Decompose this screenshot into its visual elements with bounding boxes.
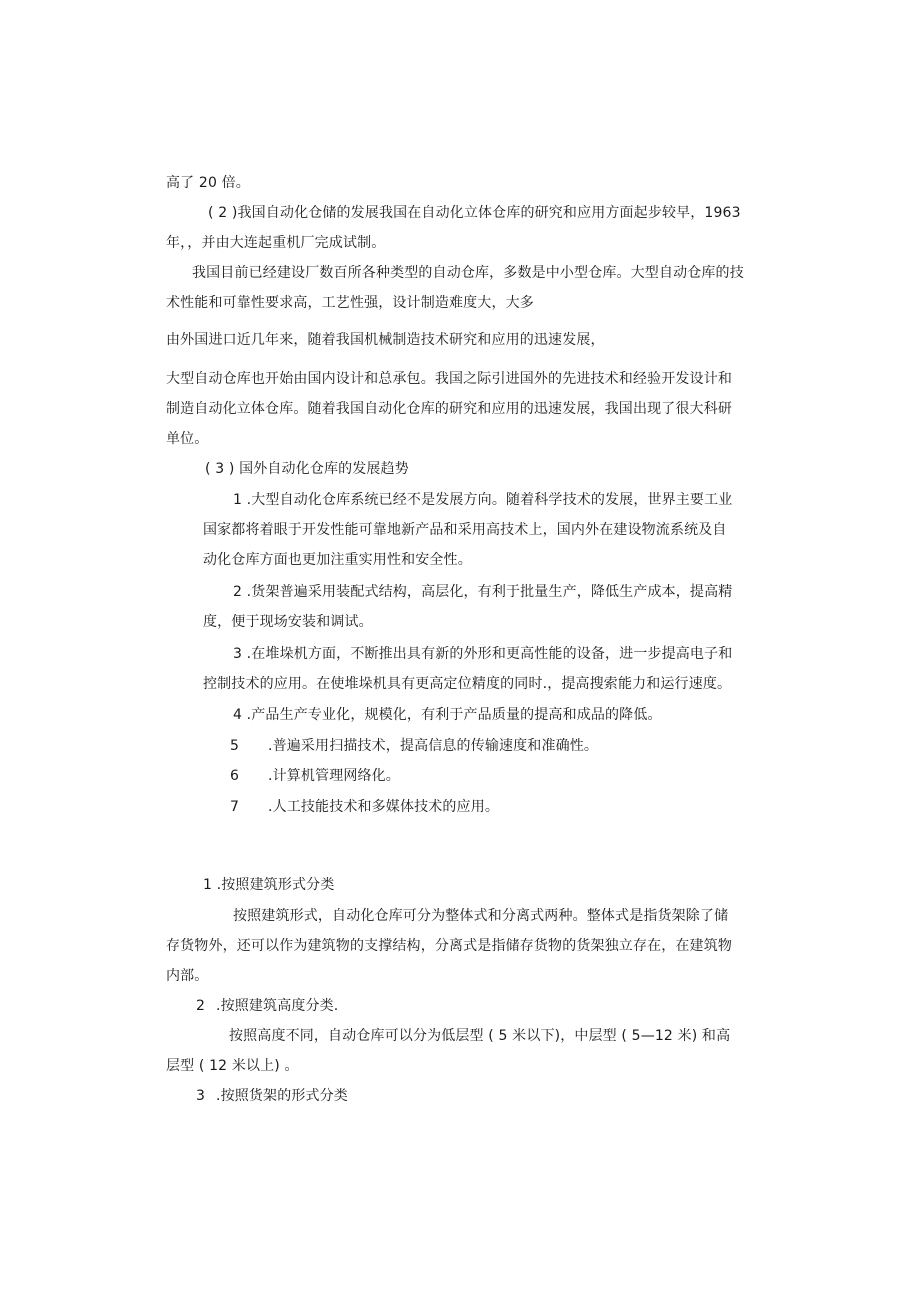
trend-item-6 [230,766,400,786]
list-number: 5 [230,738,240,754]
paragraph-line: 由外国进口近几年来，随着我国机械制造技术研究和应用的迅速发展， [166,332,605,348]
classification-title: .按照货架的形式分类 [216,1088,348,1104]
list-number: 4 [233,707,243,723]
list-number: 1 [203,877,213,893]
trend-item-2 [233,582,732,602]
trend-item-1-line: 国家都将着眼于开发性能可靠地新产品和采用高技术上，国内外在建设物流系统及自 [203,522,727,538]
trend-item-3 [233,644,732,664]
classification-title: .按照建筑高度分类. [216,998,339,1014]
paragraph-line: 术性能和可靠性要求高，工艺性强，设计制造难度大，大多 [166,295,534,311]
trend-item-2-line: 度，便于现场安装和调试。 [203,614,373,630]
classification-heading-3 [196,1086,348,1106]
list-number: 2 [233,584,243,600]
trend-item-1-line: 动化仓库方面也更加注重实用性和安全性。 [203,552,472,568]
list-number: 2 [196,998,206,1014]
trend-item-5 [230,736,598,756]
paragraph-line: 高了 20 倍。 [166,175,250,191]
list-number: 7 [230,799,240,815]
section-3-heading: ( 3 ) 国外自动化仓库的发展趋势 [205,461,409,477]
list-text: .在堆垛机方面，不断推出具有新的外形和更高性能的设备，进一步提高电子和 [246,646,733,662]
trend-item-3-line: 控制技术的应用。在使堆垛机具有更高定位精度的同时.，提高搜索能力和运行速度。 [203,676,732,692]
section-2-line: ( 2 )我国自动化仓储的发展我国在自动化立体仓库的研究和应用方面起步较早，1963 [208,205,741,221]
paragraph-line: 大型自动仓库也开始由国内设计和总承包。我国之际引进国外的先进技术和经验开发设计和 [166,371,732,387]
list-number: 3 [196,1088,206,1104]
list-text: .人工技能技术和多媒体技术的应用。 [268,799,499,815]
paragraph-line: 单位。 [166,431,209,447]
trend-item-1 [233,490,732,510]
list-text: .普遍采用扫描技术，提高信息的传输速度和准确性。 [268,738,599,754]
list-text: .大型自动化仓库系统已经不是发展方向。随着科学技术的发展，世界主要工业 [246,492,733,508]
paragraph-line: 按照建筑形式，自动化仓库可分为整体式和分离式两种。整体式是指货架除了储 [233,908,729,924]
trend-item-4 [233,705,662,725]
paragraph-line: 我国目前已经建设厂数百所各种类型的自动仓库，多数是中小型仓库。大型自动仓库的技 [192,265,744,281]
paragraph-line: 存货物外，还可以作为建筑物的支撑结构，分离式是指储存货物的货架独立存在，在建筑物 [166,938,732,954]
paragraph-line: 制造自动化立体仓库。随着我国自动化仓库的研究和应用的迅速发展，我国出现了很大科研 [166,401,732,417]
paragraph-line: 按照高度不同，自动仓库可以分为低层型 ( 5 米以下)，中层型 ( 5—12 米) 和高 [229,1028,731,1044]
list-number: 3 [233,646,243,662]
list-number: 1 [233,492,243,508]
list-text: .产品生产专业化，规模化，有利于产品质量的提高和成品的降低。 [246,707,662,723]
paragraph-line: 层型 ( 12 米以上) 。 [166,1058,299,1074]
list-text: .货架普遍采用装配式结构，高层化，有利于批量生产，降低生产成本，提高精 [246,584,733,600]
paragraph-line: 内部。 [166,968,209,984]
classification-heading-2 [196,996,338,1016]
classification-title: .按照建筑形式分类 [216,877,335,893]
list-number: 6 [230,768,240,784]
list-text: .计算机管理网络化。 [268,768,400,784]
classification-heading-1 [203,875,334,895]
trend-item-7 [230,797,499,817]
section-2-line: 年，，并由大连起重机厂完成试制。 [166,235,386,251]
